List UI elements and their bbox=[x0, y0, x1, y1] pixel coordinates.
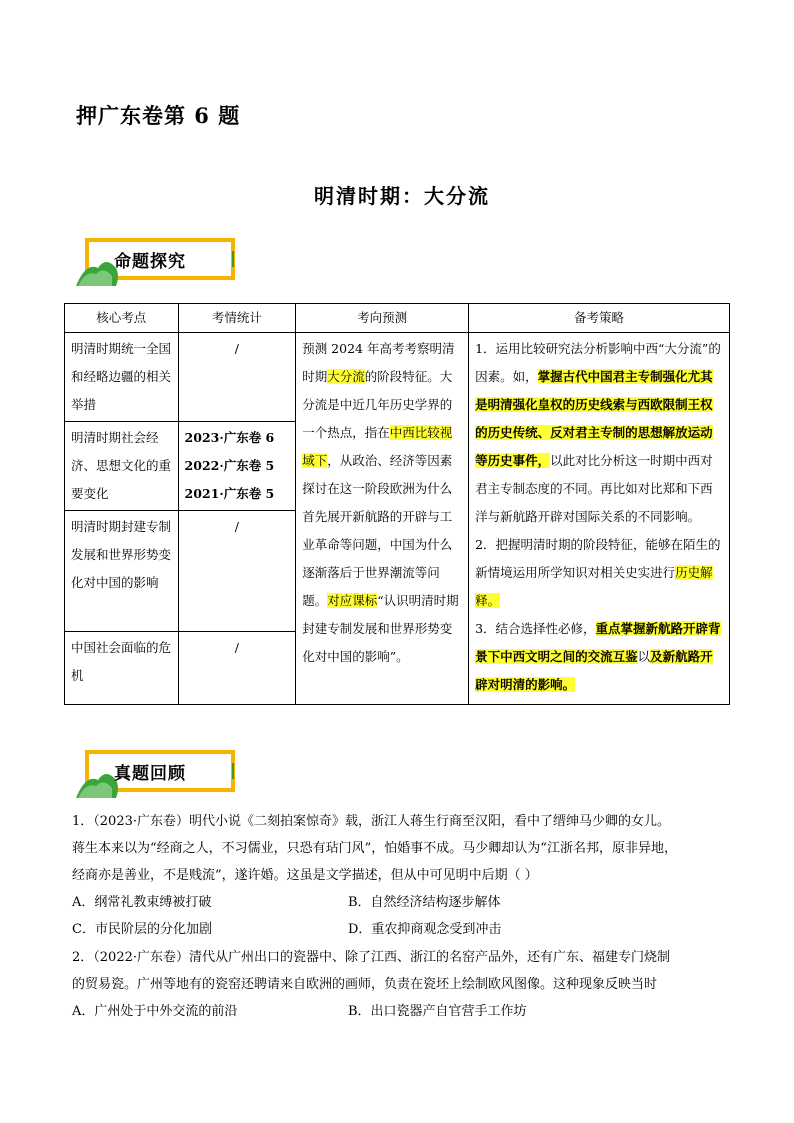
main-title: 明清时期：大分流 bbox=[314, 184, 490, 208]
stat-cell bbox=[178, 422, 296, 511]
table-row bbox=[65, 333, 730, 422]
forecast-cell bbox=[296, 333, 469, 705]
stat-line: 2021·广东卷 5 bbox=[184, 486, 275, 501]
option-b[interactable]: B．自然经济结构逐步解体 bbox=[348, 895, 501, 910]
section-badge-review bbox=[76, 750, 241, 800]
strategy-text: 以 bbox=[637, 649, 651, 664]
table-header: 备考策略 bbox=[469, 304, 730, 333]
section-label: 真题回顾 bbox=[114, 764, 186, 784]
options-row bbox=[72, 998, 732, 1025]
question-2 bbox=[72, 944, 732, 1025]
forecast-text: ，从政治、经济等因素探讨在这一阶段欧洲为什么首先展开新航路的开辟与工业革命等问题，中国为什么逐渐落后于世界潮流等问题。 bbox=[302, 453, 453, 608]
strategy-text: 以此对比分析这一时期中西对君主专制态度的不同。再比如对比郑和下西洋与新航路开辟对国际关系的不同影响。 bbox=[475, 453, 713, 524]
stat-line: 2022·广东卷 5 bbox=[184, 458, 275, 473]
question-line: 蒋生本来以为“经商之人，不习儒业，只恐有玷门风”，怕婚事不成。马少卿却认为“江浙名邦，原非异地， bbox=[72, 841, 677, 856]
stat-line: 2023·广东卷 6 bbox=[184, 430, 275, 445]
options-row bbox=[72, 916, 732, 943]
exam-analysis-table bbox=[64, 303, 730, 705]
document-title: 押广东卷第 6 题 bbox=[76, 103, 241, 128]
options-row bbox=[72, 889, 732, 916]
strategy-text: 1．运用比较研究法分析影响中西“大分流”的因素。如， bbox=[475, 341, 721, 384]
strategy-text: 2．把握明清时期的阶段特征，能够在陌生的新情境运用所学知识对相关史实进行 bbox=[475, 537, 721, 580]
section-label: 命题探究 bbox=[114, 252, 186, 272]
highlight: 及新航路开辟对明清的影响。 bbox=[475, 649, 713, 692]
stat-cell: / bbox=[178, 333, 296, 422]
highlight: 中西比较视域下 bbox=[302, 425, 453, 468]
table-header: 考向预测 bbox=[296, 304, 469, 333]
topic-cell: 明清时期统一全国和经略边疆的相关举措 bbox=[65, 333, 179, 422]
highlight: 重点掌握新航路开辟背景下中西文明之间的交流互鉴 bbox=[475, 621, 721, 664]
stat-cell: / bbox=[178, 511, 296, 632]
section-badge-explore bbox=[76, 238, 241, 288]
table-header: 考情统计 bbox=[178, 304, 296, 333]
table-header: 核心考点 bbox=[65, 304, 179, 333]
strategy-cell bbox=[469, 333, 730, 705]
option-a[interactable]: A．广州处于中外交流的前沿 bbox=[72, 1004, 238, 1019]
highlight: 大分流 bbox=[327, 369, 365, 384]
forecast-text: 预测 2024 年高考考察明清时期 bbox=[302, 341, 455, 384]
topic-cell: 明清时期社会经济、思想文化的重要变化 bbox=[65, 422, 179, 511]
forecast-text: “认识明清时期封建专制发展和世界形势变化对中国的影响”。 bbox=[302, 593, 459, 664]
option-b[interactable]: B．出口瓷器产自官营手工作坊 bbox=[348, 1004, 527, 1019]
table-header-row bbox=[65, 304, 730, 333]
question-1 bbox=[72, 808, 732, 943]
option-a[interactable]: A．纲常礼教束缚被打破 bbox=[72, 895, 212, 910]
topic-cell: 明清时期封建专制发展和世界形势变化对中国的影响 bbox=[65, 511, 179, 632]
badge-tick bbox=[232, 251, 234, 267]
question-line: 2．（2022·广东卷）清代从广州出口的瓷器中、除了江西、浙江的名窑产品外，还有广东、福建专门烧制 bbox=[72, 950, 670, 965]
question-line: 经商亦是善业，不是贱流”，遂许婚。这虽是文学描述，但从中可见明中后期（ ） bbox=[72, 868, 538, 883]
question-line: 的贸易瓷。广州等地有的瓷窑还聘请来自欧洲的画师，负责在瓷坯上绘制欧风图像。这种现象反映当时 bbox=[72, 977, 658, 992]
topic-cell: 中国社会面临的危机 bbox=[65, 632, 179, 705]
strategy-text: 3．结合选择性必修， bbox=[475, 621, 596, 636]
badge-tick bbox=[232, 763, 234, 779]
option-d[interactable]: D．重农抑商观念受到冲击 bbox=[348, 922, 502, 937]
highlight: 对应课标 bbox=[327, 593, 378, 608]
question-line: 1．（2023·广东卷）明代小说《二刻拍案惊奇》载，浙江人蒋生行商至汉阳，看中了缙绅马少卿的女儿。 bbox=[72, 814, 670, 829]
option-c[interactable]: C．市民阶层的分化加剧 bbox=[72, 922, 212, 937]
highlight: 历史解释。 bbox=[475, 565, 713, 608]
forecast-text: 的阶段特征。大分流是中近几年历史学界的一个热点，指在 bbox=[302, 369, 453, 440]
stat-cell: / bbox=[178, 632, 296, 705]
highlight: 掌握古代中国君主专制强化尤其是明清强化皇权的历史线索与西欧限制王权的历史传统、反对君主专制的思想解放运动等历史事件， bbox=[475, 369, 713, 468]
